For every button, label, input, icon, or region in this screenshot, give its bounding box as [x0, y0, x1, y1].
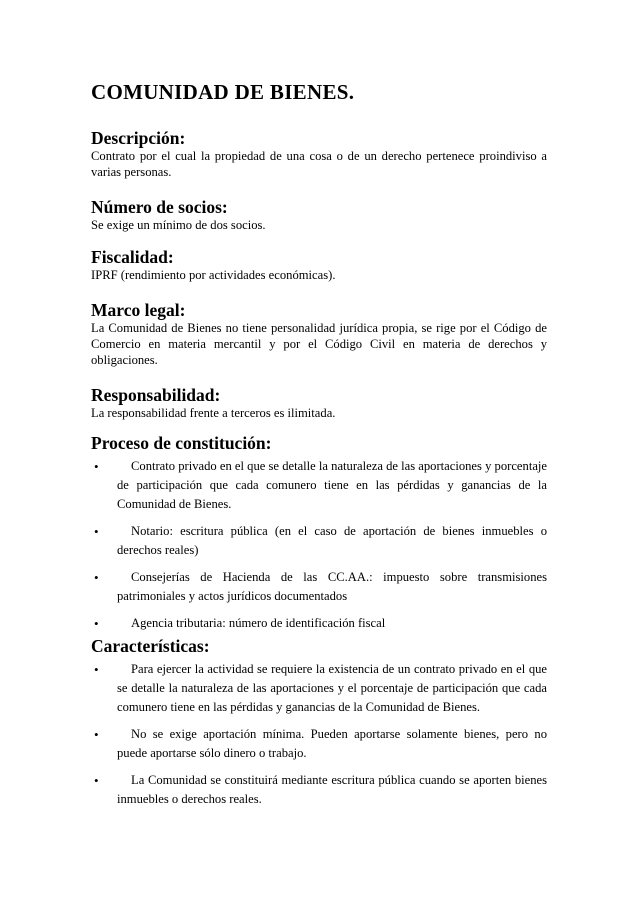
section-responsabilidad [91, 385, 547, 421]
bullet-list [91, 457, 547, 633]
list-item [91, 614, 547, 633]
bullet-icon: • [94, 459, 99, 474]
list-item-text: Para ejercer la actividad se requiere la existencia de un contrato privado en el que se detalle la naturaleza de las aportaciones y el porcentaje de participación que cada comunero tiene en las pérdidas y ganancias de la Comunidad de Bienes. [117, 662, 547, 714]
list-item-text: Notario: escritura pública (en el caso de aportación de bienes inmuebles o derechos reales) [117, 524, 547, 557]
list-item-text: No se exige aportación mínima. Pueden aportarse solamente bienes, pero no puede aportarse sólo dinero o trabajo. [117, 727, 547, 760]
list-item-text: La Comunidad se constituirá mediante escritura pública cuando se aporten bienes inmuebles o derechos reales. [117, 773, 547, 806]
list-item-text: Consejerías de Hacienda de las CC.AA.: impuesto sobre transmisiones patrimoniales y actos jurídicos documentados [117, 570, 547, 603]
list-item-text: Contrato privado en el que se detalle la naturaleza de las aportaciones y porcentaje de participación que cada comunero tiene en las pérdidas y ganancias de la Comunidad de Bienes. [117, 459, 547, 511]
section-text: Contrato por el cual la propiedad de una cosa o de un derecho pertenece proindiviso a varias personas. [91, 149, 547, 179]
section-text: La Comunidad de Bienes no tiene personalidad jurídica propia, se rige por el Código de Comercio en materia mercantil y por el Código Civil en materia de derechos y obligaciones. [91, 321, 547, 367]
list-item [91, 457, 547, 514]
section-heading: Características: [91, 636, 210, 656]
section-heading: Descripción: [91, 128, 186, 148]
section-text: IPRF (rendimiento por actividades económicas). [91, 268, 336, 282]
list-item [91, 522, 547, 560]
section-text: La responsabilidad frente a terceros es ilimitada. [91, 406, 336, 420]
list-item [91, 725, 547, 763]
section-heading: Número de socios: [91, 197, 228, 217]
section-numero-socios [91, 197, 547, 233]
bullet-icon: • [94, 616, 99, 631]
list-item [91, 568, 547, 606]
section-marco-legal [91, 300, 547, 368]
section-fiscalidad [91, 247, 547, 283]
section-heading: Marco legal: [91, 300, 186, 320]
section-text: Se exige un mínimo de dos socios. [91, 218, 266, 232]
section-heading: Proceso de constitución: [91, 433, 272, 453]
section-heading: Responsabilidad: [91, 385, 221, 405]
bullet-icon: • [94, 570, 99, 585]
document-title: COMUNIDAD DE BIENES. [91, 80, 355, 104]
bullet-icon: • [94, 524, 99, 539]
list-item [91, 771, 547, 809]
list-item-text: Agencia tributaria: número de identificación fiscal [131, 616, 386, 630]
section-proceso-constitucion [91, 433, 547, 641]
bullet-icon: • [94, 727, 99, 742]
section-descripcion [91, 128, 547, 180]
bullet-list [91, 660, 547, 809]
bullet-icon: • [94, 773, 99, 788]
section-caracteristicas [91, 636, 547, 817]
list-item [91, 660, 547, 717]
bullet-icon: • [94, 662, 99, 677]
section-heading: Fiscalidad: [91, 247, 174, 267]
